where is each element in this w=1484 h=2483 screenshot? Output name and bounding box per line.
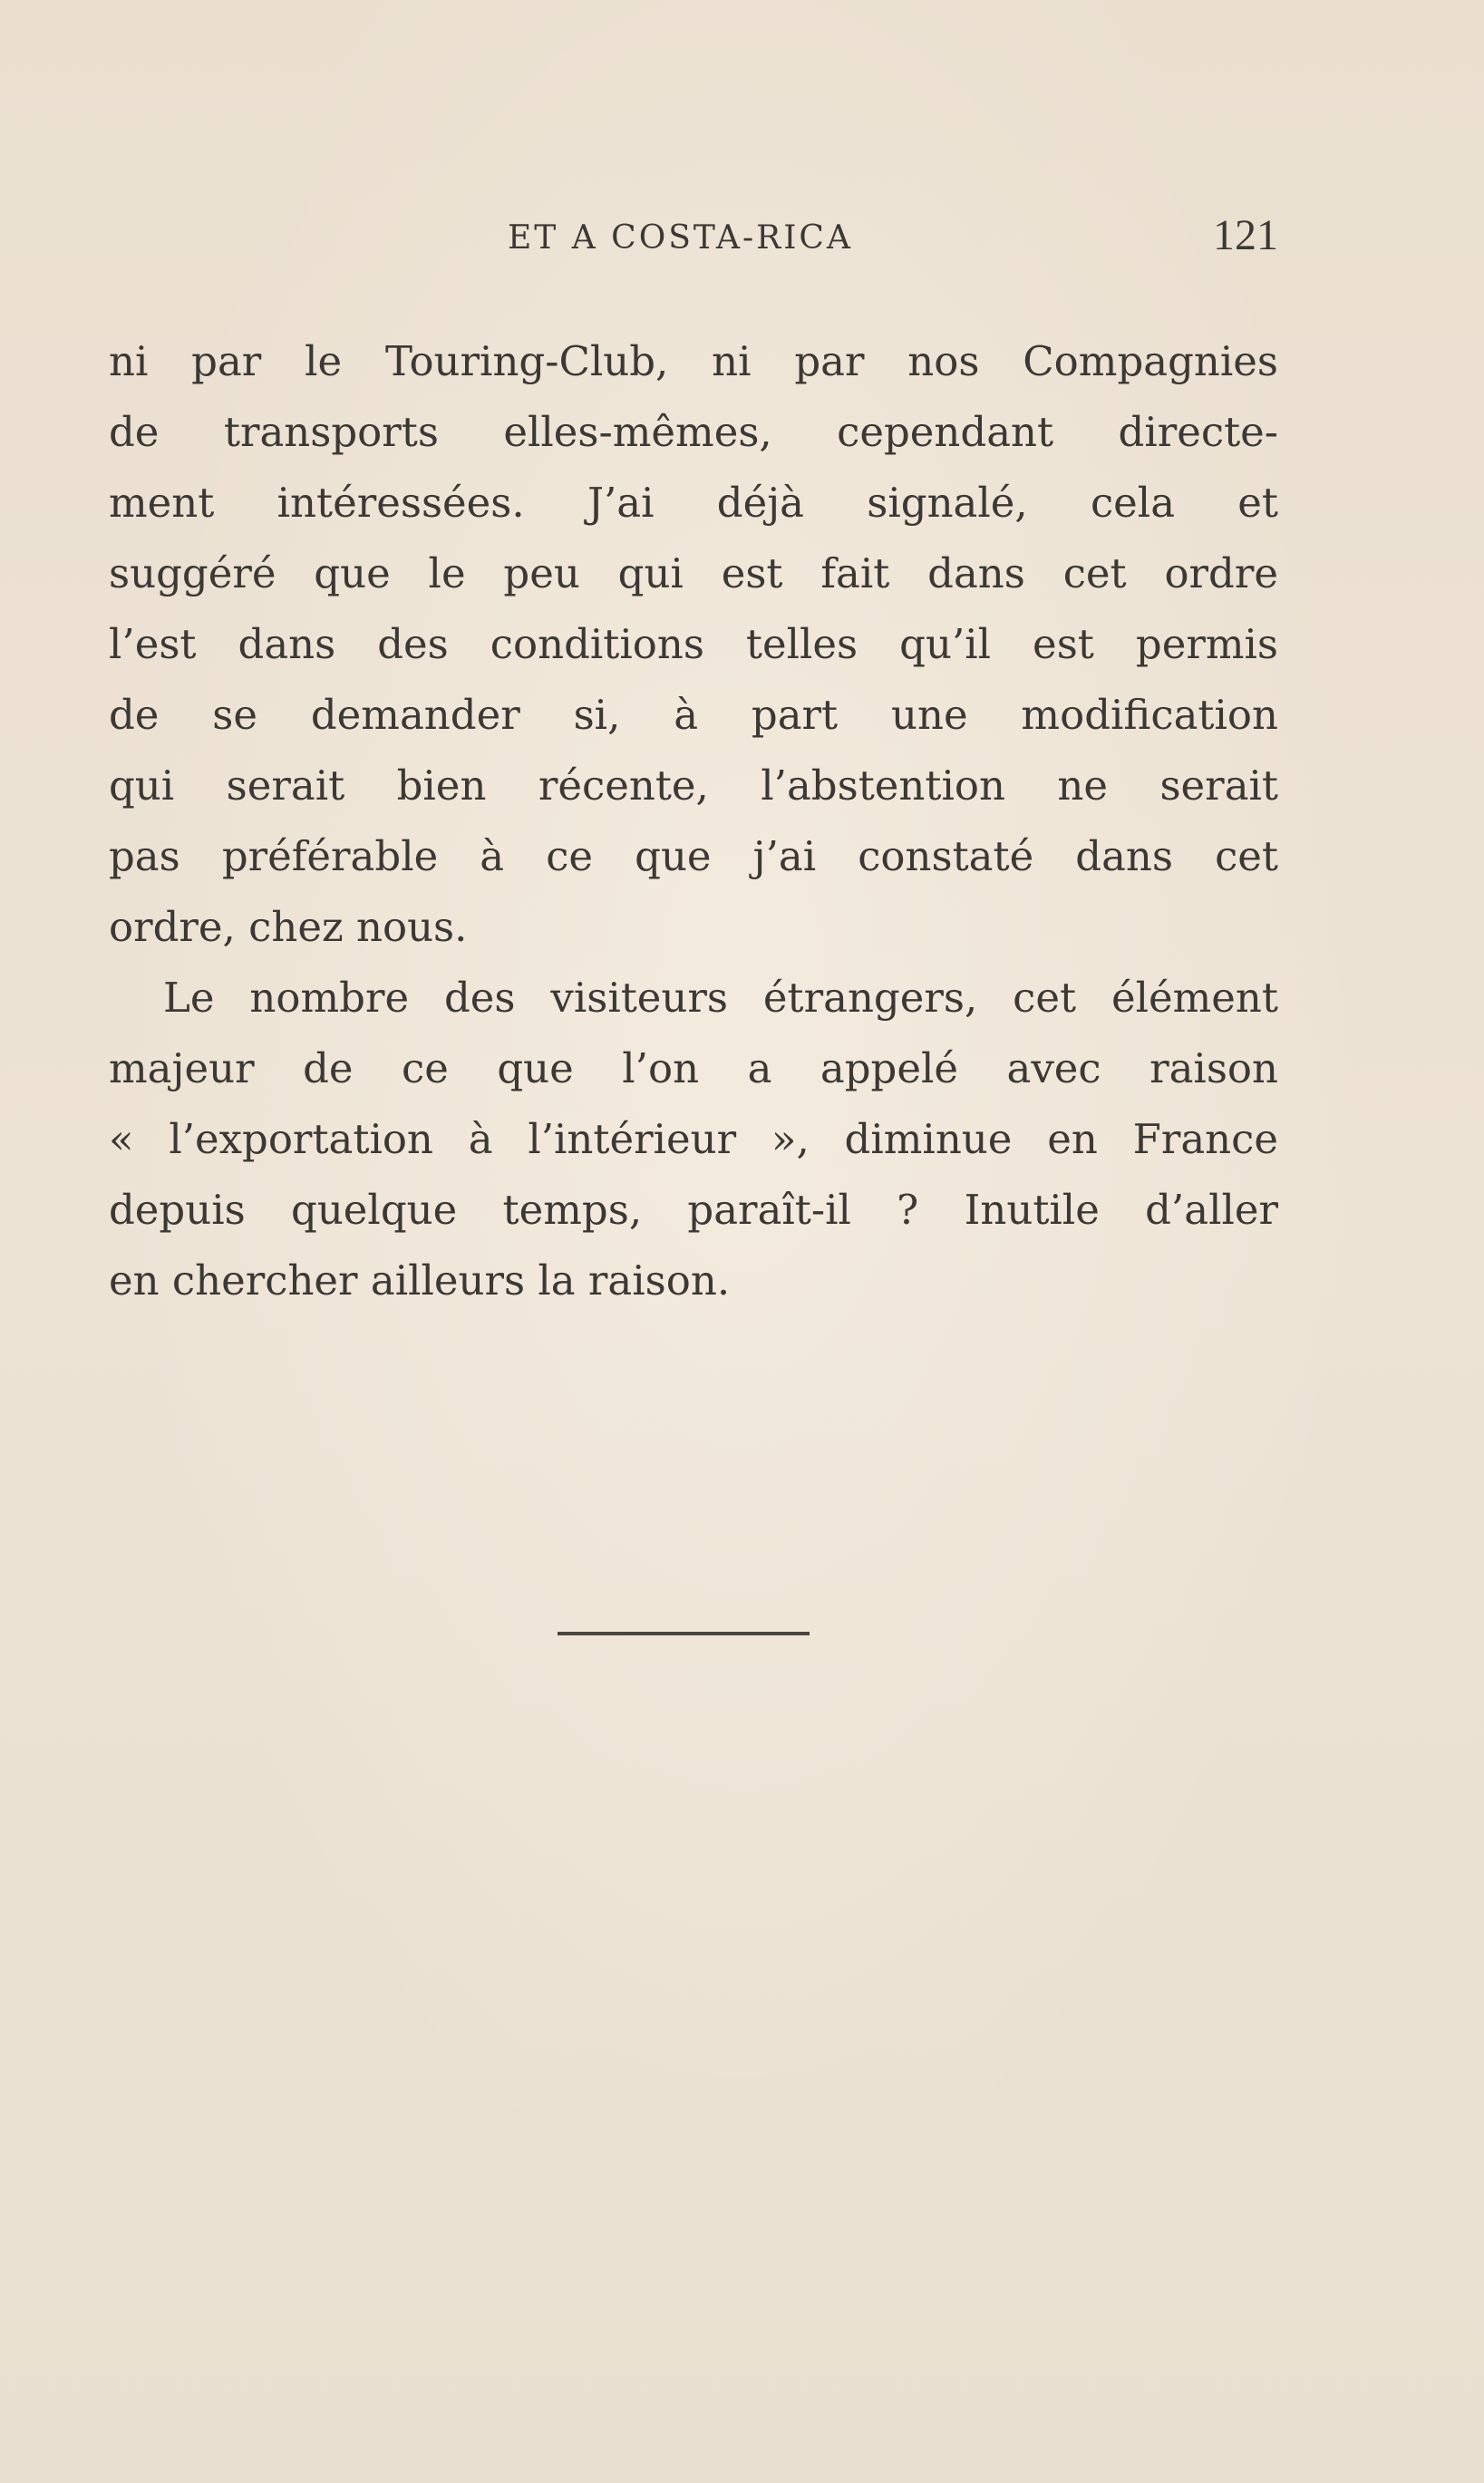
chapter-end-rule	[558, 1632, 810, 1635]
text-line: pas préférable à ce que j’ai constaté dans cet	[109, 832, 1278, 880]
text-line: majeur de ce que l’on a appelé avec raison	[109, 1044, 1278, 1092]
text-line: l’est dans des conditions telles qu’il est permis	[109, 620, 1278, 668]
paragraph-1	[109, 326, 1278, 963]
body-text	[109, 326, 1278, 1316]
text-line: en chercher ailleurs la raison.	[109, 1256, 731, 1305]
running-title: ET A COSTA-RICA	[508, 219, 853, 257]
page-number: 121	[1213, 211, 1278, 259]
text-line: Le nombre des visiteurs étrangers, cet élément	[163, 974, 1278, 1022]
text-line: de transports elles-mêmes, cependant directe-	[109, 408, 1278, 456]
text-line: ordre, chez nous.	[109, 903, 468, 951]
paragraph-2	[109, 963, 1278, 1316]
text-line: ni par le Touring-Club, ni par nos Compagnies	[109, 337, 1278, 385]
text-line: qui serait bien récente, l’abstention ne serait	[109, 761, 1278, 810]
running-head	[109, 210, 1278, 265]
text-line: depuis quelque temps, paraît-il ? Inutile d’aller	[109, 1186, 1278, 1234]
text-line: ment intéressées. J’ai déjà signalé, cela et	[109, 479, 1278, 527]
text-line: « l’exportation à l’intérieur », diminue en France	[109, 1115, 1278, 1163]
text-line: de se demander si, à part une modification	[109, 691, 1278, 739]
text-line: suggéré que le peu qui est fait dans cet ordre	[109, 549, 1278, 597]
